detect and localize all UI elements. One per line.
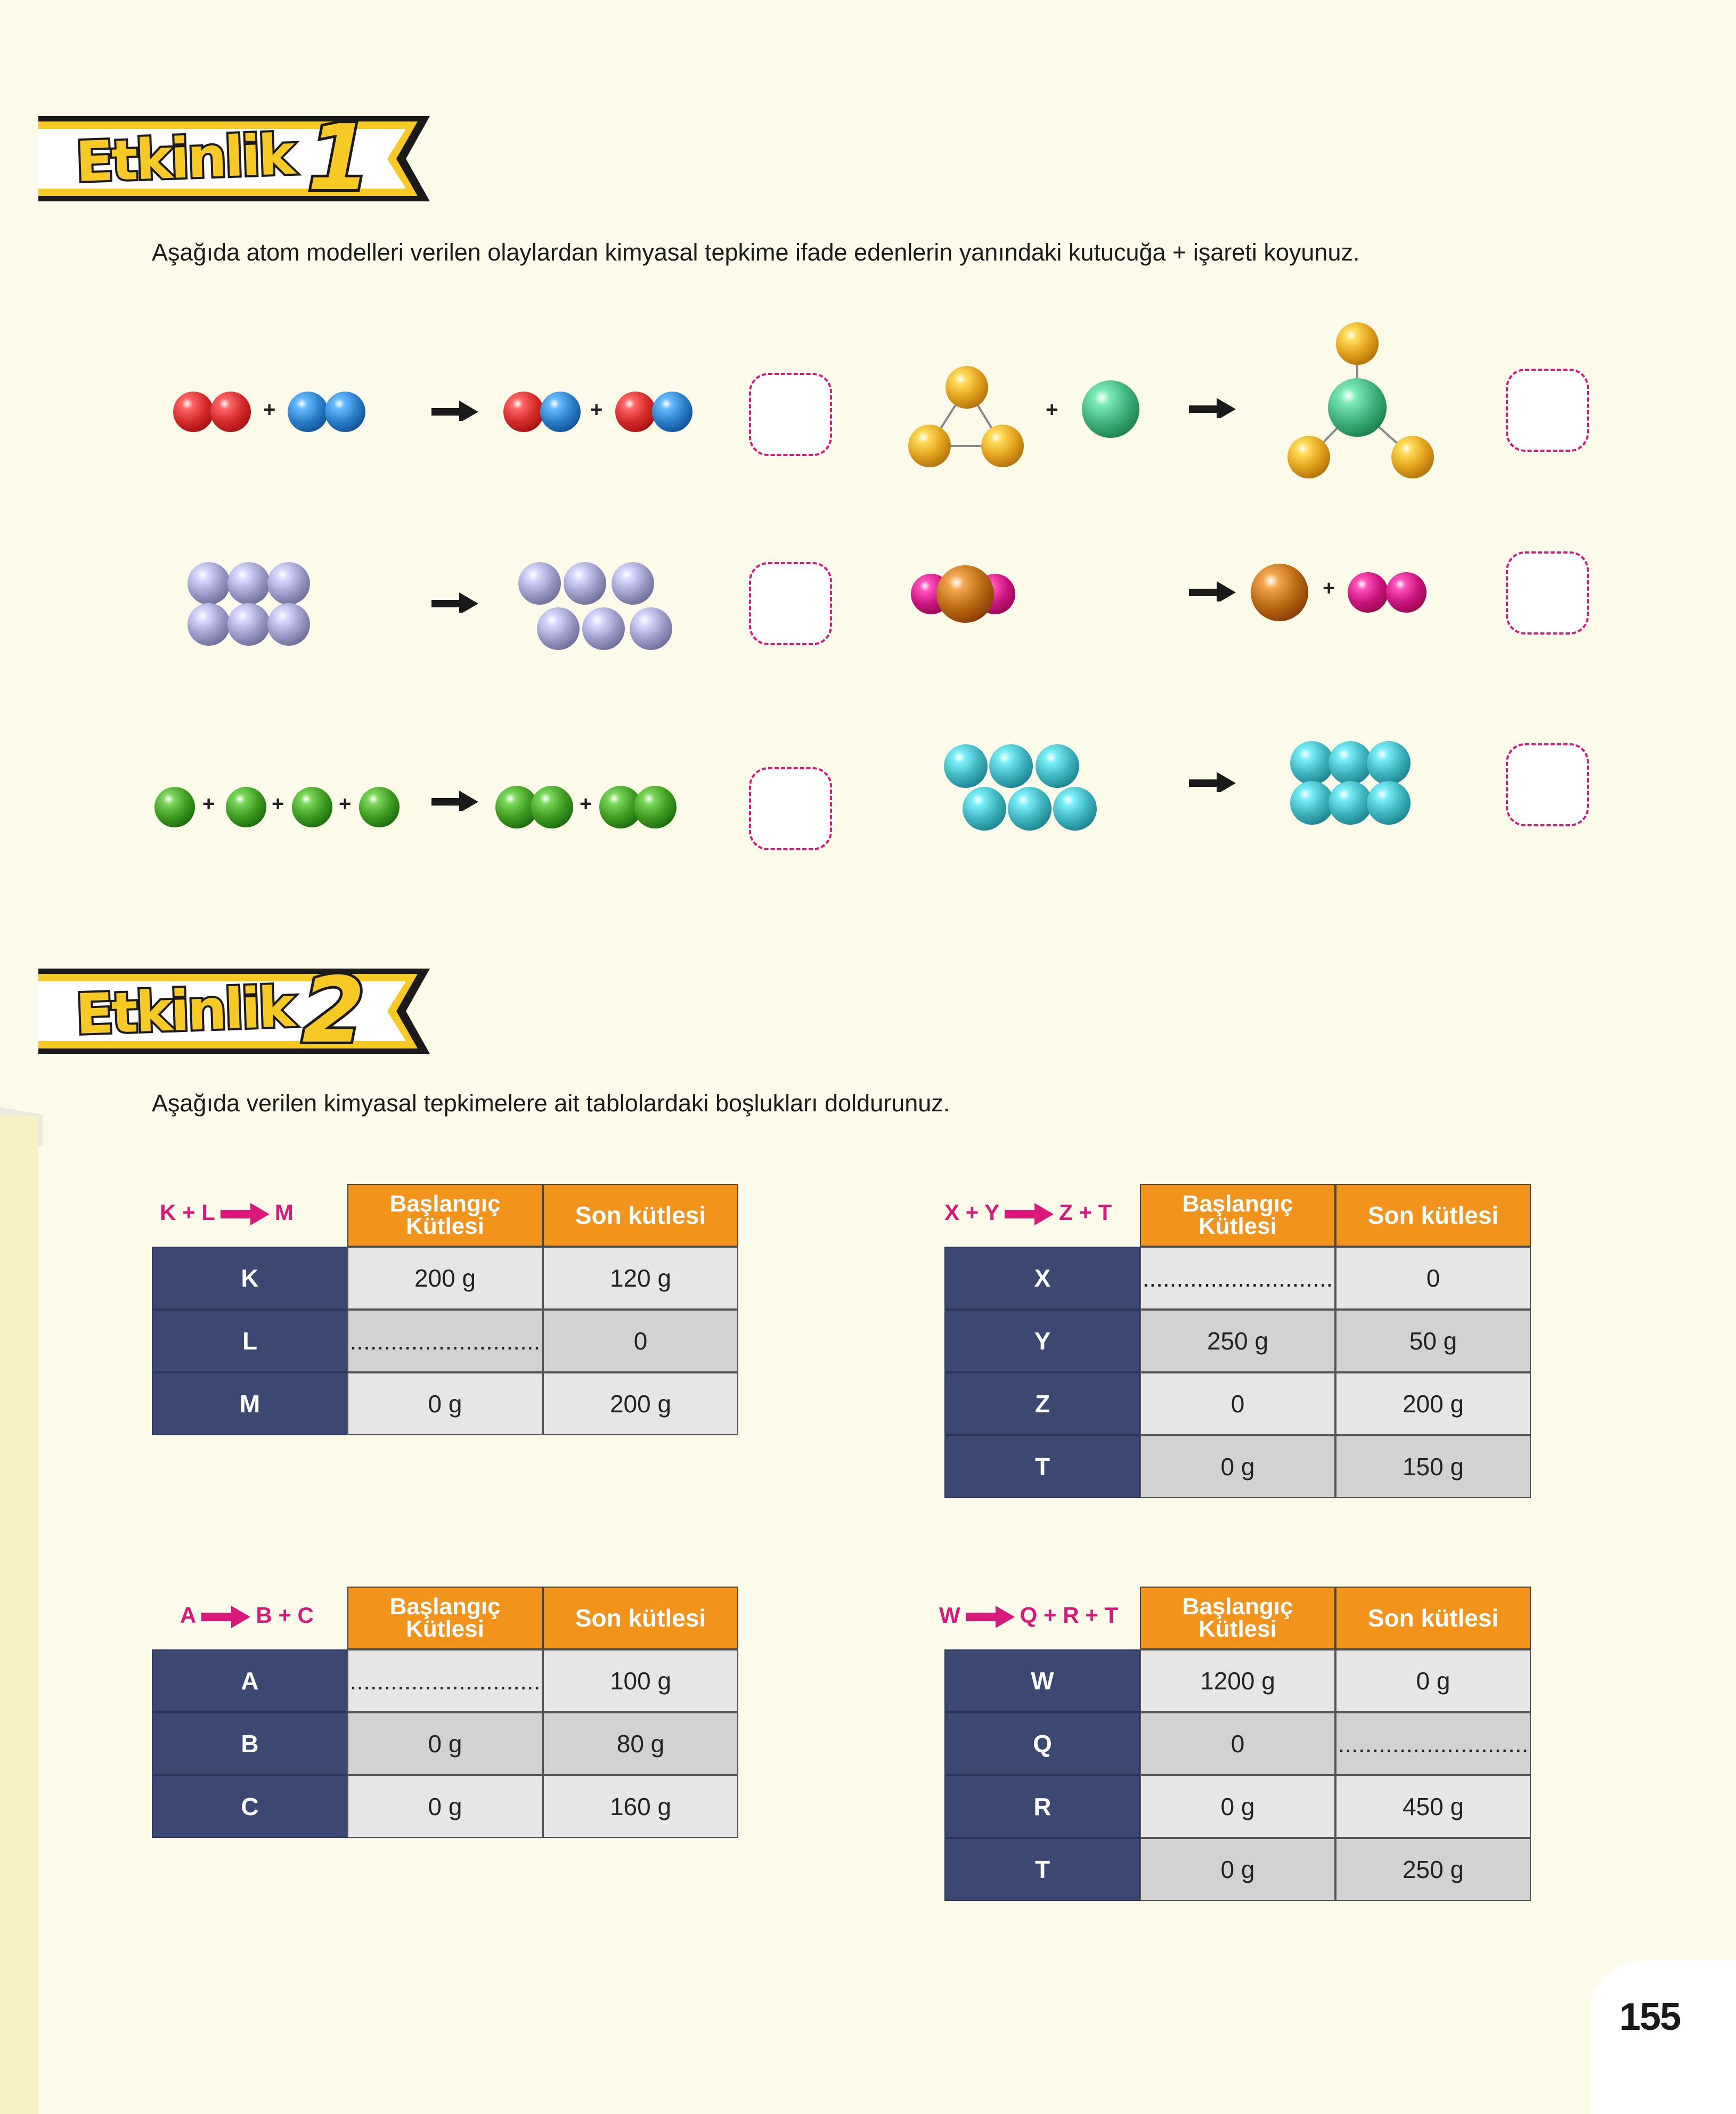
- cell-final: 450 g: [1335, 1775, 1531, 1838]
- row-label-L: L: [152, 1310, 348, 1372]
- cell-final: 50 g: [1335, 1310, 1531, 1372]
- teal-atom: [1290, 781, 1334, 825]
- row-label-X: X: [944, 1247, 1140, 1310]
- magenta-atom: [1386, 572, 1427, 613]
- cell-initial: 0 g: [347, 1372, 543, 1435]
- row-label-Q: Q: [944, 1712, 1140, 1775]
- cell-initial: 0 g: [1140, 1435, 1335, 1498]
- cell-final: 250 g: [1335, 1838, 1531, 1901]
- lavender-atom: [267, 562, 310, 605]
- teal-atom: [1008, 787, 1052, 831]
- plus-sign: +: [202, 792, 215, 816]
- lavender-atom: [537, 607, 580, 650]
- eq-arrow-icon: [201, 1606, 250, 1628]
- plus-sign: +: [580, 792, 592, 816]
- answer-box-1[interactable]: [749, 373, 832, 456]
- green-atom: [226, 787, 266, 827]
- cell-initial: 0: [1140, 1712, 1335, 1775]
- plus-sign: +: [1046, 398, 1058, 421]
- lavender-atom: [188, 603, 230, 646]
- row-label-M: M: [152, 1372, 348, 1435]
- activity-1-title: Etkinlik: [74, 121, 295, 195]
- cell-final: 160 g: [543, 1775, 738, 1838]
- blank-input-final[interactable]: ............................: [1335, 1712, 1531, 1775]
- products: B + C: [256, 1603, 314, 1628]
- answer-box-5[interactable]: [749, 767, 832, 850]
- answer-box-6[interactable]: [1506, 743, 1589, 826]
- header-initial-line1: Başlangıç: [1182, 1191, 1293, 1217]
- header-initial-mass: [1140, 1184, 1335, 1247]
- plus-sign: +: [339, 792, 352, 816]
- gold-atom: [981, 425, 1024, 467]
- row-label-R: R: [944, 1775, 1140, 1838]
- row-label-A: A: [152, 1649, 348, 1712]
- teal-atom: [1053, 787, 1097, 831]
- cell-final: 200 g: [543, 1372, 738, 1435]
- blank-input-initial[interactable]: ............................: [347, 1649, 543, 1712]
- lavender-atom: [564, 562, 606, 605]
- plus-sign: +: [263, 398, 276, 421]
- blue-atom: [325, 392, 365, 432]
- plus-sign: +: [590, 398, 603, 421]
- teal-atom: [989, 744, 1033, 788]
- lavender-atom: [582, 607, 625, 650]
- reactants: W: [939, 1603, 960, 1628]
- products: Z + T: [1059, 1200, 1112, 1225]
- cell-final: 100 g: [543, 1649, 738, 1712]
- row-label-W: W: [944, 1649, 1140, 1712]
- header-final-mass: Son kütlesi: [543, 1184, 738, 1247]
- row-label-Z: Z: [944, 1372, 1140, 1435]
- blank-input-initial[interactable]: ............................: [1140, 1247, 1335, 1310]
- page-number: 155: [1619, 1996, 1681, 2038]
- header-initial-mass: [347, 1184, 543, 1247]
- activity-1-banner: [38, 105, 430, 211]
- lavender-atom: [630, 607, 672, 650]
- header-initial-line2: Kütlesi: [406, 1213, 484, 1239]
- cell-final: 0 g: [1335, 1649, 1531, 1712]
- cell-final: 0: [543, 1310, 738, 1372]
- green-atom: [634, 786, 677, 828]
- reaction-arrow-icon: [1189, 580, 1237, 601]
- cell-initial: 200 g: [347, 1247, 543, 1310]
- reactants: A: [180, 1603, 197, 1628]
- teal-atom: [1367, 781, 1411, 825]
- plus-sign: +: [272, 792, 284, 816]
- row-label-Y: Y: [944, 1310, 1140, 1372]
- eq-arrow-icon: [966, 1606, 1015, 1628]
- red-atom: [210, 392, 251, 432]
- blank-input-initial[interactable]: ............................: [347, 1310, 543, 1372]
- teal-atom: [1290, 741, 1334, 785]
- reaction-arrow-icon: [1189, 771, 1237, 792]
- lavender-atom: [267, 603, 310, 646]
- reaction-arrow-icon: [1189, 397, 1237, 418]
- lavender-atom: [518, 562, 561, 605]
- products: M: [274, 1200, 294, 1225]
- reaction-arrow-icon: [431, 790, 479, 811]
- blue-atom: [540, 392, 581, 432]
- reaction-equation: [944, 1200, 1112, 1225]
- teal-atom: [1367, 741, 1411, 785]
- cell-final: 200 g: [1335, 1372, 1531, 1435]
- lavender-atom: [227, 562, 270, 605]
- reactants: X + Y: [944, 1200, 1000, 1225]
- header-initial-line2: Kütlesi: [1199, 1213, 1277, 1239]
- activity-1-instruction: Aşağıda atom modelleri verilen olaylardan kimyasal tepkime ifade edenlerin yanındaki kutucuğa + işareti koyunuz.: [152, 239, 1360, 266]
- products: Q + R + T: [1020, 1603, 1119, 1628]
- row-label-T: T: [944, 1838, 1140, 1901]
- cell-initial: 0 g: [1140, 1775, 1335, 1838]
- lavender-atom: [227, 603, 270, 646]
- header-initial-line1: Başlangıç: [1182, 1593, 1293, 1620]
- cell-final: 120 g: [543, 1247, 738, 1310]
- cell-initial: 0 g: [347, 1775, 543, 1838]
- answer-box-4[interactable]: [1506, 551, 1589, 635]
- red-atom: [173, 392, 214, 432]
- cell-initial: 250 g: [1140, 1310, 1335, 1372]
- reaction-arrow-icon: [431, 591, 479, 613]
- teal-atom: [1036, 744, 1079, 788]
- activity-2-banner: [38, 958, 430, 1063]
- magenta-atom: [1348, 572, 1388, 613]
- green-atom: [359, 787, 400, 827]
- reaction-equation: [180, 1603, 314, 1628]
- lavender-atom: [188, 562, 230, 605]
- blue-atom: [652, 392, 692, 432]
- header-initial-line2: Kütlesi: [406, 1616, 484, 1642]
- lavender-atom: [612, 562, 654, 605]
- teal-atom: [963, 787, 1006, 831]
- header-final-mass: Son kütlesi: [1335, 1184, 1531, 1247]
- red-atom: [615, 392, 656, 432]
- header-initial-mass: [347, 1587, 543, 1649]
- gold-atom: [1391, 436, 1434, 478]
- cell-initial: 1200 g: [1140, 1649, 1335, 1712]
- row-label-C: C: [152, 1775, 348, 1838]
- cell-final: 150 g: [1335, 1435, 1531, 1498]
- row-label-K: K: [152, 1247, 348, 1310]
- green-atom: [531, 786, 573, 828]
- row-label-T: T: [944, 1435, 1140, 1498]
- activity-2-number: 2: [302, 958, 365, 1063]
- cell-initial: 0 g: [1140, 1838, 1335, 1901]
- brown-atom: [1251, 564, 1308, 621]
- left-margin-strip: [0, 1116, 38, 2114]
- reaction-equation: [939, 1603, 1118, 1628]
- header-initial-mass: [1140, 1587, 1335, 1649]
- reaction-arrow-icon: [431, 400, 479, 421]
- teal-atom: [1329, 781, 1372, 825]
- teal-atom: [1329, 741, 1372, 785]
- answer-box-3[interactable]: [749, 562, 832, 645]
- teal-atom: [944, 744, 988, 788]
- header-initial-line1: Başlangıç: [389, 1191, 501, 1217]
- activity-2-instruction: Aşağıda verilen kimyasal tepkimelere ait tablolardaki boşlukları doldurunuz.: [152, 1089, 950, 1117]
- gold-atom: [1336, 322, 1379, 365]
- gold-atom: [946, 366, 988, 409]
- eq-arrow-icon: [1005, 1203, 1054, 1225]
- row-label-B: B: [152, 1712, 348, 1775]
- gold-atom: [908, 425, 951, 467]
- header-initial-line1: Başlangıç: [389, 1593, 501, 1620]
- blue-atom: [288, 392, 328, 432]
- cell-final: 80 g: [543, 1712, 738, 1775]
- activity-1-number: 1: [307, 105, 371, 211]
- green-atom: [154, 787, 195, 827]
- header-final-mass: Son kütlesi: [1335, 1587, 1531, 1649]
- reaction-equation: [160, 1200, 294, 1225]
- reactants: K + L: [160, 1200, 215, 1225]
- red-atom: [503, 392, 544, 432]
- activity-2-title: Etkinlik: [74, 974, 295, 1047]
- green-atom: [1082, 380, 1139, 438]
- answer-box-2[interactable]: [1506, 369, 1589, 452]
- plus-sign: +: [1323, 576, 1335, 600]
- header-final-mass: Son kütlesi: [543, 1587, 738, 1649]
- brown-atom: [936, 565, 994, 623]
- green-atom: [1328, 378, 1387, 437]
- cell-initial: 0: [1140, 1372, 1335, 1435]
- gold-atom: [1287, 436, 1330, 478]
- cell-final: 0: [1335, 1247, 1531, 1310]
- header-initial-line2: Kütlesi: [1199, 1616, 1277, 1642]
- eq-arrow-icon: [221, 1203, 270, 1225]
- green-atom: [292, 787, 332, 827]
- cell-initial: 0 g: [347, 1712, 543, 1775]
